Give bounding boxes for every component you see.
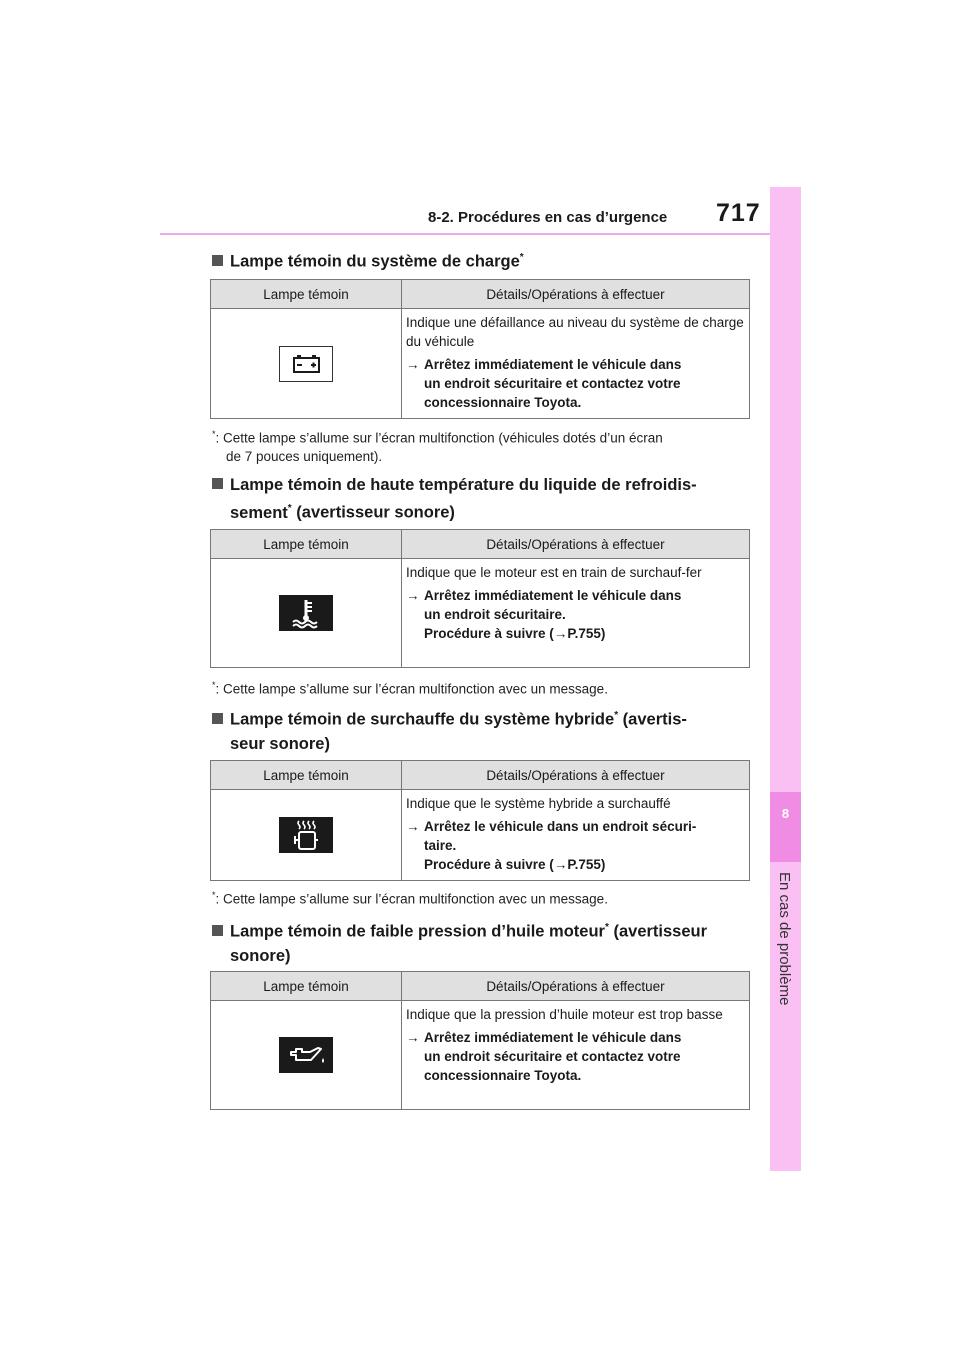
- column-header-details: Détails/Opérations à effectuer: [402, 972, 750, 1001]
- arrow-icon: →: [406, 1030, 420, 1045]
- warning-table-charging: [210, 279, 750, 419]
- section-heading-hybrid: Lampe témoin de surchauffe du système hybride* (avertis- seur sonore): [212, 704, 687, 756]
- page-number: 717: [716, 199, 761, 227]
- column-header-lamp: Lampe témoin: [211, 761, 402, 790]
- oil-pressure-icon: [279, 1037, 333, 1073]
- page-reference[interactable]: P.755: [567, 626, 601, 641]
- footnote: *: Cette lampe s’allume sur l’écran multifonction (véhicules dotés d’un écran de 7 pouces uniquement).: [212, 429, 663, 464]
- bullet-square-icon: [212, 478, 223, 489]
- chapter-number-tab: [770, 792, 801, 862]
- section-heading-charging: Lampe témoin du système de charge*: [212, 246, 524, 274]
- column-header-details: Détails/Opérations à effectuer: [402, 280, 750, 309]
- arrow-icon: →: [406, 588, 420, 603]
- bullet-square-icon: [212, 713, 223, 724]
- table-header-row: [211, 972, 750, 1001]
- column-header-details: Détails/Opérations à effectuer: [402, 530, 750, 559]
- action-instruction: → Arrêtez immédiatement le véhicule dans un endroit sécuritaire. Procédure à suivre (→P.755): [406, 588, 682, 641]
- table-header-row: [211, 761, 750, 790]
- page-reference[interactable]: P.755: [567, 857, 601, 872]
- coolant-temperature-icon: [279, 595, 333, 631]
- section-title: 8-2. Procédures en cas d’urgence: [428, 209, 668, 226]
- page-header: [160, 199, 770, 233]
- action-instruction: → Arrêtez immédiatement le véhicule dans un endroit sécuritaire et contactez votre concessionnaire Toyota.: [406, 1030, 682, 1083]
- action-instruction: → Arrêtez immédiatement le véhicule dans un endroit sécuritaire et contactez votre concessionnaire Toyota.: [406, 357, 682, 410]
- section-heading-oil-pressure: Lampe témoin de faible pression d’huile moteur* (avertisseur sonore): [212, 916, 707, 968]
- column-header-lamp: Lampe témoin: [211, 530, 402, 559]
- lamp-description: Indique que le moteur est en train de surchauf-fer: [406, 565, 702, 580]
- column-header-lamp: Lampe témoin: [211, 972, 402, 1001]
- table-row: [211, 309, 750, 419]
- warning-table-hybrid: [210, 760, 750, 881]
- table-row: [211, 559, 750, 668]
- table-row: [211, 1001, 750, 1110]
- arrow-icon: →: [553, 857, 568, 872]
- chapter-label: En cas de problème: [776, 872, 793, 1006]
- header-divider: [160, 233, 770, 235]
- footnote: *: Cette lampe s’allume sur l’écran multifonction avec un message.: [212, 890, 608, 907]
- lamp-description: Indique que la pression d’huile moteur est trop basse: [406, 1007, 723, 1022]
- bullet-square-icon: [212, 255, 223, 266]
- arrow-icon: →: [553, 626, 568, 641]
- bullet-square-icon: [212, 925, 223, 936]
- warning-table-coolant: [210, 529, 750, 668]
- footnote: *: Cette lampe s’allume sur l’écran multifonction avec un message.: [212, 680, 608, 697]
- arrow-icon: →: [406, 357, 420, 372]
- chapter-label-box: [776, 872, 796, 1032]
- warning-table-oil-pressure: [210, 971, 750, 1110]
- arrow-icon: →: [406, 819, 420, 834]
- lamp-description: Indique une défaillance au niveau du système de charge du véhicule: [406, 315, 744, 349]
- lamp-description: Indique que le système hybride a surchauffé: [406, 796, 671, 811]
- table-header-row: [211, 280, 750, 309]
- chapter-number: 8: [781, 806, 790, 821]
- hybrid-system-overheat-icon: [279, 817, 333, 853]
- battery-icon: [279, 346, 333, 382]
- column-header-lamp: Lampe témoin: [211, 280, 402, 309]
- column-header-details: Détails/Opérations à effectuer: [402, 761, 750, 790]
- table-header-row: [211, 530, 750, 559]
- table-row: [211, 790, 750, 881]
- action-instruction: → Arrêtez le véhicule dans un endroit sécuri- taire. Procédure à suivre (→P.755): [406, 819, 697, 872]
- section-heading-coolant: Lampe témoin de haute température du liquide de refroidis- sement* (avertisseur sonore): [212, 473, 697, 525]
